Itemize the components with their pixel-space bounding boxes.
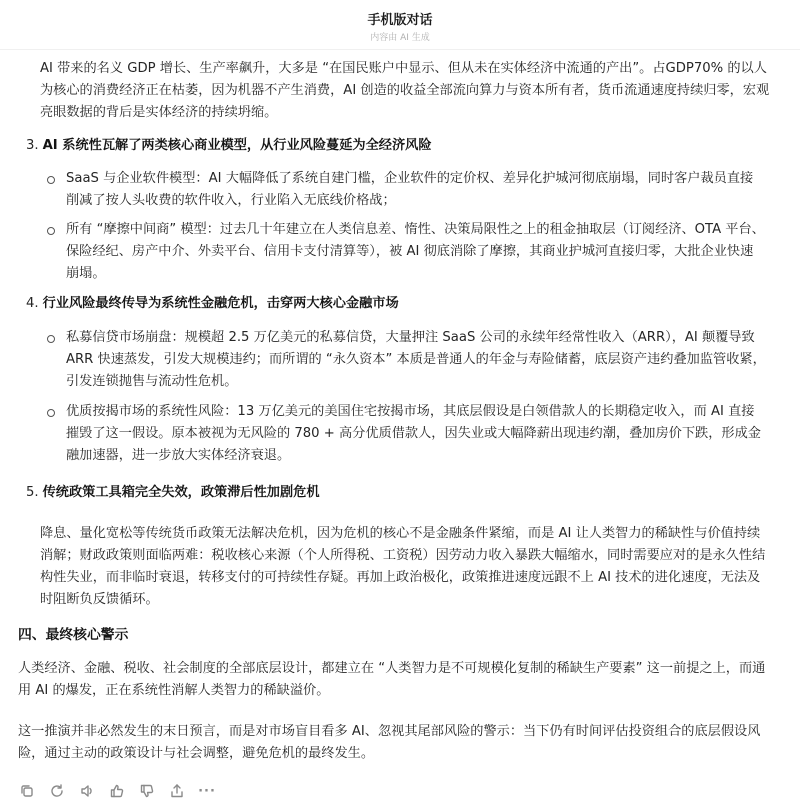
regenerate-button[interactable] [42, 779, 72, 803]
like-button[interactable] [102, 779, 132, 803]
thumbs-down-icon [139, 783, 155, 799]
read-aloud-button[interactable] [72, 779, 102, 803]
ai-generated-notice: 内容由 AI 生成 [370, 33, 430, 43]
message-actions-toolbar [12, 779, 222, 803]
section-5-heading [26, 482, 320, 504]
chat-header [0, 0, 800, 50]
list-item: SaaS 与企业软件模型：AI 大幅降低了系统自建门槛，企业软件的定价权、差异化护城河彻底崩塌，同时客户裁员直接削减了按人头收费的软件收入，行业陷入无底线价格战； [66, 168, 766, 212]
final-paragraph: 这一推演并非必然发生的末日预言，而是对市场盲目看多 AI、忽视其尾部风险的警示：当下仍有时间评估投资组合的底层假设风险，通过主动的政策设计与社会调整，避免危机的最终发生。 [18, 724, 761, 761]
section-4-number: 4. [26, 296, 39, 311]
section-3-title: AI 系统性瓦解了两类核心商业模型，从行业风险蔓延为全经济风险 [42, 138, 432, 153]
copy-icon [19, 783, 35, 799]
dislike-button[interactable] [132, 779, 162, 803]
final-warning-heading: 四、最终核心警示 [18, 627, 129, 643]
speaker-icon [79, 783, 95, 799]
list-item: 私募信贷市场崩盘：规模超 2.5 万亿美元的私募信贷，大量押注 SaaS 公司的永续年经常性收入（ARR），AI 颠覆导致 ARR 快速蒸发，引发大规模违约；而所谓的 “永久资本” 本质是普通人的年金与寿险储蓄，底层资产违约叠加监管收紧，引发连锁抛售与流动性危机。 [66, 327, 766, 393]
section-4-heading [26, 293, 399, 315]
thumbs-up-icon [109, 783, 125, 799]
more-icon: ··· [198, 783, 216, 799]
page-title: 手机版对话 [367, 13, 433, 28]
section-3-heading [26, 135, 432, 157]
list-item: 所有 “摩擦中间商” 模型：过去几十年建立在人类信息差、惰性、决策局限性之上的租金抽取层（订阅经济、OTA 平台、保险经纪、房产中介、外卖平台、信用卡支付清算等），被 AI 彻底消除了摩擦，其商业护城河直接归零，大批企业快速崩塌。 [66, 219, 766, 285]
copy-button[interactable] [12, 779, 42, 803]
final-paragraph: 人类经济、金融、税收、社会制度的全部底层设计，都建立在 “人类智力是不可规模化复制的稀缺生产要素” 这一前提之上，而通用 AI 的爆发，正在系统性消解人类智力的稀缺溢价。 [18, 661, 766, 698]
section-5-body: 降息、量化宽松等传统货币政策无法解决危机，因为危机的核心不是金融条件紧缩，而是 AI 让人类智力的稀缺性与价值持续消解；财政政策则面临两难：税收核心来源（个人所得税、工资税）因劳动力收入暴跌大幅缩水，同时需要应对的是永久性结构性失业，而非临时衰退，转移支付的可持续性存疑。再加上政治极化，政策推进速度远跟不上 AI 技术的进化速度，无法及时阻断负反馈循环。 [40, 526, 766, 607]
intro-paragraph: AI 带来的名义 GDP 增长、生产率飙升，大多是 “在国民账户中显示、但从未在实体经济中流通的产出”。占GDP70% 的以人为核心的消费经济正在枯萎，因为机器不产生消费，AI 创造的收益全部流向算力与资本所有者，货币流通速度持续归零，宏观亮眼数据的背后是实体经济的持续坍缩。 [40, 61, 770, 120]
section-5-number: 5. [26, 485, 39, 500]
share-button[interactable] [162, 779, 192, 803]
share-icon [169, 783, 185, 799]
message-content [0, 51, 800, 771]
section-4-title: 行业风险最终传导为系统性金融危机，击穿两大核心金融市场 [42, 296, 399, 311]
more-button[interactable] [192, 779, 222, 803]
regenerate-icon [49, 783, 65, 799]
section-5-title: 传统政策工具箱完全失效，政策滞后性加剧危机 [42, 485, 320, 500]
section-3-number: 3. [26, 138, 39, 153]
list-item: 优质按揭市场的系统性风险：13 万亿美元的美国住宅按揭市场，其底层假设是白领借款人的长期稳定收入，而 AI 直接摧毁了这一假设。原本被视为无风险的 780 + 高分优质借款人，因失业或大幅降薪出现违约潮，叠加房价下跌，形成金融加速器，进一步放大实体经济衰退。 [66, 401, 766, 467]
